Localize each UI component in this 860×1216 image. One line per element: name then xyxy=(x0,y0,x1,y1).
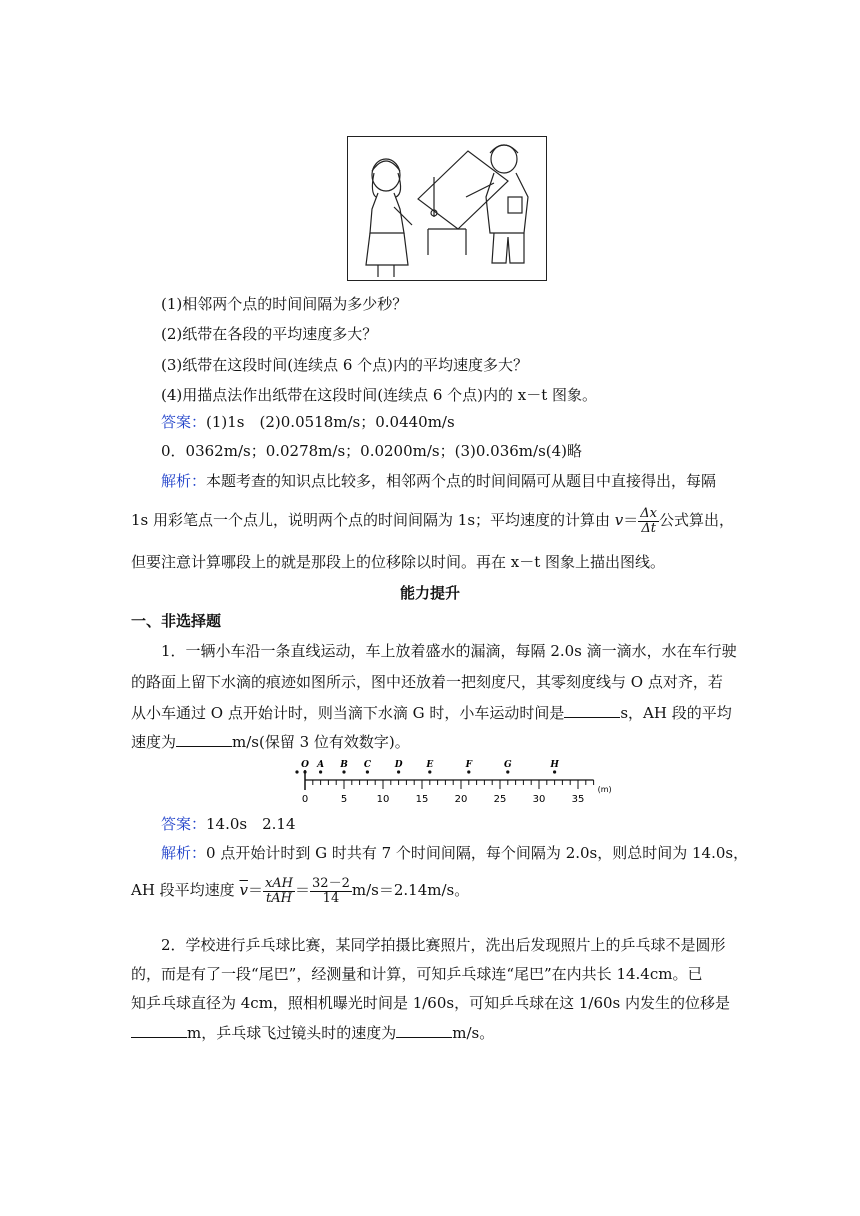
subsection-title: 一、非选择题 xyxy=(131,612,222,630)
question-3: (3)纸带在这段时间(连续点 6 个点)内的平均速度多大？ xyxy=(161,356,529,374)
numeric-fraction xyxy=(310,877,352,906)
equals-sign: ＝ xyxy=(295,881,311,899)
analysis2-line-2-post: m/s＝2.14m/s。 xyxy=(351,881,470,899)
water-drop-point xyxy=(397,770,400,773)
answer2-label: 答案： xyxy=(161,815,207,833)
fraction-denominator: tAH xyxy=(266,890,292,906)
water-drop-point xyxy=(467,770,470,773)
water-drop-point xyxy=(303,770,306,773)
answer2-line xyxy=(161,814,296,834)
water-drop-point xyxy=(553,770,556,773)
velocity-symbol: v xyxy=(614,511,624,529)
analysis2-label: 解析： xyxy=(161,844,207,862)
point-label-B: B xyxy=(340,760,348,770)
ruler-tick-label: 0 xyxy=(301,794,309,805)
answer-blank xyxy=(396,1023,452,1038)
answer2-text: 14.0s 2.14 xyxy=(206,815,296,833)
ruler-unit-label: (m) xyxy=(597,785,612,794)
answer-text: (1)1s (2)0.0518m/s；0.0440m/s xyxy=(206,413,455,431)
q2-line-4 xyxy=(131,1023,494,1043)
analysis-line-2-pre: 1s 用彩笔点一个点儿，说明两个点的时间间隔为 1s；平均速度的计算由 xyxy=(131,511,615,529)
analysis-line-2 xyxy=(131,505,734,536)
ruler-svg xyxy=(295,758,615,808)
q1-line-4-post: m/s(保留 3 位有效数字)。 xyxy=(232,733,410,751)
q1-line-3-post: s，AH 段的平均 xyxy=(620,704,732,722)
q1-line-4-pre: 速度为 xyxy=(131,733,177,751)
analysis2-text: 0 点开始计时到 G 时共有 7 个时间间隔，每个间隔为 2.0s，则总时间为 14.0s， xyxy=(206,844,749,862)
ruler-tick-label: 5 xyxy=(340,794,348,805)
answer-line-2: 0．0362m/s；0.0278m/s；0.0200m/s；(3)0.036m/s(4)略 xyxy=(161,442,583,460)
water-drop-point xyxy=(342,770,345,773)
point-label-O: O xyxy=(301,760,309,770)
q1-line-3-pre: 从小车通过 O 点开始计时，则当滴下水滴 G 时，小车运动时间是 xyxy=(131,704,565,722)
fraction-denominator: 14 xyxy=(322,890,340,906)
q1-line-1: 1．一辆小车沿一条直线运动，车上放着盛水的漏滴，每隔 2.0s 滴一滴水，水在车行驶 xyxy=(161,642,737,660)
q1-line-3 xyxy=(131,703,732,723)
analysis-line-3: 但要注意计算哪段上的就是那段上的位移除以时间。再在 x－t 图象上描出图线。 xyxy=(131,553,666,571)
ruler-tick-label: 20 xyxy=(454,794,468,805)
q2-line-2: 的，而是有了一段“尾巴”，经测量和计算，可知乒乓球连“尾巴”在内共长 14.4cm。已 xyxy=(131,965,703,983)
analysis2-line-2 xyxy=(131,870,469,910)
students-experiment-drawing xyxy=(348,137,546,280)
section-title: 能力提升 xyxy=(399,584,460,602)
answer-blank xyxy=(131,1023,187,1038)
point-label-D: D xyxy=(394,760,403,770)
fraction-numerator: Δx xyxy=(640,505,658,521)
ruler-tick-label: 30 xyxy=(532,794,546,805)
water-drop-point xyxy=(428,770,431,773)
fraction-denominator: Δt xyxy=(641,520,656,536)
displacement-time-fraction xyxy=(263,877,295,906)
q2-line-3: 知乒乓球直径为 4cm，照相机曝光时间是 1/60s，可知乒乓球在这 1/60s 内发生的位移是 xyxy=(131,994,731,1012)
fraction-numerator: xAH xyxy=(264,875,294,891)
q1-line-2: 的路面上留下水滴的痕迹如图所示，图中还放着一把刻度尺，其零刻度线与 O 点对齐，若 xyxy=(131,673,723,691)
ruler-figure xyxy=(295,758,615,808)
analysis2-line-1 xyxy=(161,843,748,863)
question-2: (2)纸带在各段的平均速度多大？ xyxy=(161,325,378,343)
water-drop-point xyxy=(319,770,322,773)
q2-line-4-mid: m，乒乓球飞过镜头时的速度为 xyxy=(187,1024,397,1042)
analysis-line-1 xyxy=(161,471,716,491)
q2-line-1: 2．学校进行乒乓球比赛，某同学拍摄比赛照片，洗出后发现照片上的乒乓球不是圆形 xyxy=(161,936,726,954)
avg-velocity-letter: $\overline{v}$ xyxy=(239,881,248,899)
illustration-figure xyxy=(347,136,547,281)
water-drop-point xyxy=(366,770,369,773)
answer-blank xyxy=(176,732,232,747)
ruler-dot-marker xyxy=(295,770,298,773)
q2-line-4-post: m/s。 xyxy=(452,1024,495,1042)
point-label-E: E xyxy=(426,760,434,770)
question-1: (1)相邻两个点的时间间隔为多少秒？ xyxy=(161,295,408,313)
point-label-C: C xyxy=(363,760,371,770)
ruler-tick-label: 10 xyxy=(376,794,390,805)
analysis2-line-2-pre: AH 段平均速度 xyxy=(131,881,240,899)
point-label-H: H xyxy=(550,760,559,770)
ruler-tick-label: 35 xyxy=(571,794,585,805)
analysis-label: 解析： xyxy=(161,472,207,490)
question-4: (4)用描点法作出纸带在这段时间(连续点 6 个点)内的 x－t 图象。 xyxy=(161,386,598,404)
point-label-F: F xyxy=(465,760,472,770)
answer-label: 答案： xyxy=(161,413,207,431)
velocity-fraction xyxy=(638,507,659,536)
answer-line-1 xyxy=(161,412,455,432)
analysis-line-2-post: 公式算出， xyxy=(659,511,735,529)
water-drop-point xyxy=(506,770,509,773)
avg-velocity-symbol xyxy=(239,881,247,899)
answer-blank xyxy=(564,703,620,718)
q1-line-4 xyxy=(131,732,410,752)
fraction-numerator: 32－2 xyxy=(312,875,350,891)
point-label-A: A xyxy=(317,760,325,770)
point-label-G: G xyxy=(503,760,512,770)
equals-sign: ＝ xyxy=(247,881,263,899)
analysis-text: 本题考查的知识点比较多，相邻两个点的时间间隔可从题目中直接得出，每隔 xyxy=(206,472,717,490)
ruler-tick-label: 25 xyxy=(493,794,507,805)
ruler-tick-label: 15 xyxy=(415,794,429,805)
equals-sign: ＝ xyxy=(623,511,639,529)
